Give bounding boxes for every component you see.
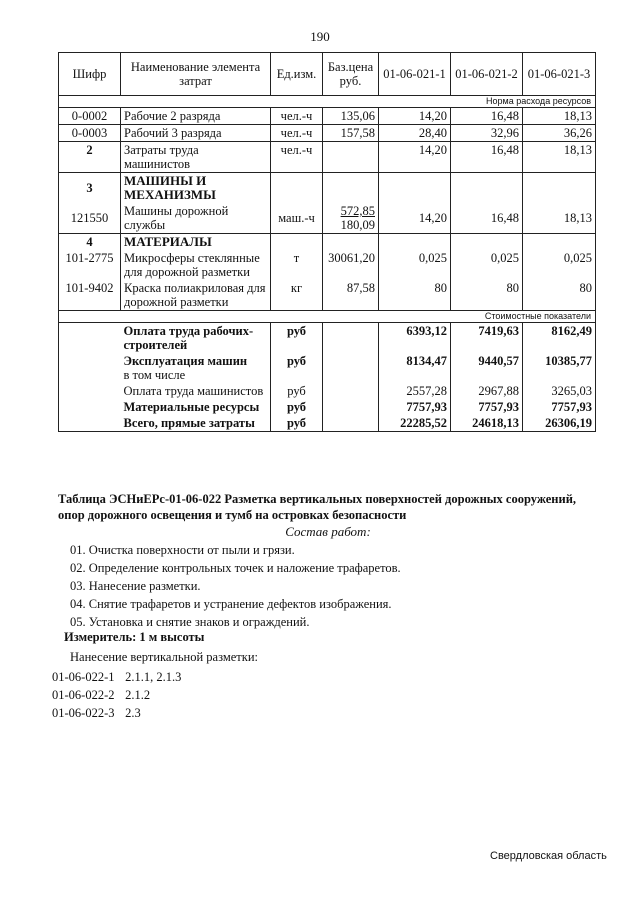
cost-v2: 7419,63 [451, 323, 523, 354]
cost-name: Всего, прямые затраты [121, 415, 271, 432]
price-value-2: 180,09 [340, 218, 375, 232]
table-row [59, 234, 596, 251]
page-number: 190 [310, 29, 330, 44]
cell-price: 157,58 [323, 125, 379, 142]
cell-v3: 80 [523, 280, 596, 311]
cell-code: 0-0003 [59, 125, 121, 142]
cell-code: 101-2775 [59, 250, 121, 280]
cost-name-cell [121, 353, 271, 383]
cell-name: Рабочие 2 разряда [121, 108, 271, 125]
measure-unit: Измеритель: 1 м высоты [64, 630, 205, 644]
cost-v1: 2557,28 [379, 383, 451, 399]
cost-v3: 7757,93 [523, 399, 596, 415]
resources-note: Норма расхода ресурсов [59, 96, 596, 108]
cost-v2: 9440,57 [451, 353, 523, 383]
cost-note: Стоимостные показатели [59, 311, 596, 323]
cell-unit: т [271, 250, 323, 280]
cell-v2: 16,48 [451, 108, 523, 125]
header-code: Шифр [59, 53, 121, 96]
cell-v3: 0,025 [523, 250, 596, 280]
cell-v3: 18,13 [523, 203, 596, 234]
list-item: 05. Установка и снятие знаков и ограждений. [70, 615, 310, 629]
list-item [52, 668, 592, 686]
cost-v1: 6393,12 [379, 323, 451, 354]
cost-name: Оплата труда рабочих-строителей [121, 323, 271, 354]
cell-unit: чел.-ч [271, 108, 323, 125]
cell-unit: кг [271, 280, 323, 311]
table-row [59, 250, 596, 280]
cost-name: Материальные ресурсы [121, 399, 271, 415]
codes-list [52, 668, 592, 722]
header-col3: 01-06-021-3 [523, 53, 596, 96]
apply-label: Нанесение вертикальной разметки: [70, 650, 258, 664]
header-col1: 01-06-021-1 [379, 53, 451, 96]
cell-price: 87,58 [323, 280, 379, 311]
cell-v1: 14,20 [379, 142, 451, 173]
cost-unit: руб [271, 383, 323, 399]
cell-price: 135,06 [323, 108, 379, 125]
cost-unit: руб [271, 415, 323, 432]
cost-v1: 8134,47 [379, 353, 451, 383]
cell-code: 121550 [59, 203, 121, 234]
cell-v3: 18,13 [523, 108, 596, 125]
sostav-label: Состав работ: [285, 524, 371, 539]
cost-row [59, 399, 596, 415]
section-heading-materials: МАТЕРИАЛЫ [121, 234, 271, 251]
cell-v2: 16,48 [451, 203, 523, 234]
cost-v1: 22285,52 [379, 415, 451, 432]
cell-unit: маш.-ч [271, 203, 323, 234]
list-item [52, 704, 592, 722]
section-heading-machines: МАШИНЫ И МЕХАНИЗМЫ [121, 173, 271, 204]
cell-unit: чел.-ч [271, 142, 323, 173]
cell-v1: 14,20 [379, 203, 451, 234]
cost-v2: 2967,88 [451, 383, 523, 399]
cell-v2: 80 [451, 280, 523, 311]
footer-region: Свердловская область [490, 850, 607, 862]
table-row [59, 125, 596, 142]
cell-v1: 0,025 [379, 250, 451, 280]
cell-v2: 16,48 [451, 142, 523, 173]
cell-v1: 28,40 [379, 125, 451, 142]
table-row [59, 108, 596, 125]
header-unit: Ед.изм. [271, 53, 323, 96]
cost-unit: руб [271, 323, 323, 354]
cost-v3: 3265,03 [523, 383, 596, 399]
cost-row [59, 415, 596, 432]
code-id: 01-06-022-1 [52, 670, 115, 684]
cell-v3: 18,13 [523, 142, 596, 173]
cell-price: 30061,20 [323, 250, 379, 280]
cell-name: Машины дорожной службы [121, 203, 271, 234]
cost-row [59, 323, 596, 354]
list-item: 04. Снятие трафаретов и устранение дефектов изображения. [70, 597, 392, 611]
cell-code: 4 [59, 234, 121, 251]
table-row [59, 203, 596, 234]
works-list [70, 541, 610, 631]
table-row [59, 280, 596, 311]
cell-code: 101-9402 [59, 280, 121, 311]
table-title: Таблица ЭСНиЕРс-01-06-022 Разметка вертикальных поверхностей дорожных сооружений, опор дорожного освещения и тумб на островках безопасности [58, 492, 577, 522]
cell-v1: 14,20 [379, 108, 451, 125]
list-item: 02. Определение контрольных точек и наложение трафаретов. [70, 561, 401, 575]
cost-v2: 7757,93 [451, 399, 523, 415]
header-col2: 01-06-021-2 [451, 53, 523, 96]
note-row [59, 96, 596, 108]
table-header-row [59, 53, 596, 96]
cost-v3: 10385,77 [523, 353, 596, 383]
table-row [59, 142, 596, 173]
code-id: 01-06-022-2 [52, 688, 115, 702]
cell-name: Микросферы стеклянные для дорожной разметки [121, 250, 271, 280]
header-name: Наименование элемента затрат [121, 53, 271, 96]
cost-v1: 7757,93 [379, 399, 451, 415]
note-row [59, 311, 596, 323]
code-id: 01-06-022-3 [52, 706, 115, 720]
header-base-price: Баз.цена руб. [323, 53, 379, 96]
cell-price [323, 203, 379, 234]
list-item [52, 686, 592, 704]
code-value: 2.1.1, 2.1.3 [125, 670, 182, 684]
cell-name: Рабочий 3 разряда [121, 125, 271, 142]
cost-subnote: в том числе [123, 368, 186, 382]
cost-v3: 8162,49 [523, 323, 596, 354]
price-value: 572,85 [340, 204, 375, 218]
cost-unit: руб [271, 353, 323, 383]
resource-table [58, 52, 596, 432]
cost-name: Оплата труда машинистов [121, 383, 271, 399]
code-value: 2.3 [125, 706, 141, 720]
cell-v1: 80 [379, 280, 451, 311]
cell-price [323, 142, 379, 173]
cost-v2: 24618,13 [451, 415, 523, 432]
cell-code: 3 [59, 173, 121, 204]
cell-code: 2 [59, 142, 121, 173]
cost-v3: 26306,19 [523, 415, 596, 432]
cell-unit: чел.-ч [271, 125, 323, 142]
cost-unit: руб [271, 399, 323, 415]
cell-v2: 0,025 [451, 250, 523, 280]
cell-v2: 32,96 [451, 125, 523, 142]
list-item: 03. Нанесение разметки. [70, 579, 201, 593]
cost-row [59, 383, 596, 399]
list-item: 01. Очистка поверхности от пыли и грязи. [70, 543, 295, 557]
cell-v3: 36,26 [523, 125, 596, 142]
cell-code: 0-0002 [59, 108, 121, 125]
cell-name: Затраты труда машинистов [121, 142, 271, 173]
cost-name: Эксплуатация машин [123, 354, 248, 368]
cell-name: Краска полиакриловая для дорожной разметки [121, 280, 271, 311]
code-value: 2.1.2 [125, 688, 151, 702]
table-row [59, 173, 596, 204]
cost-row [59, 353, 596, 383]
